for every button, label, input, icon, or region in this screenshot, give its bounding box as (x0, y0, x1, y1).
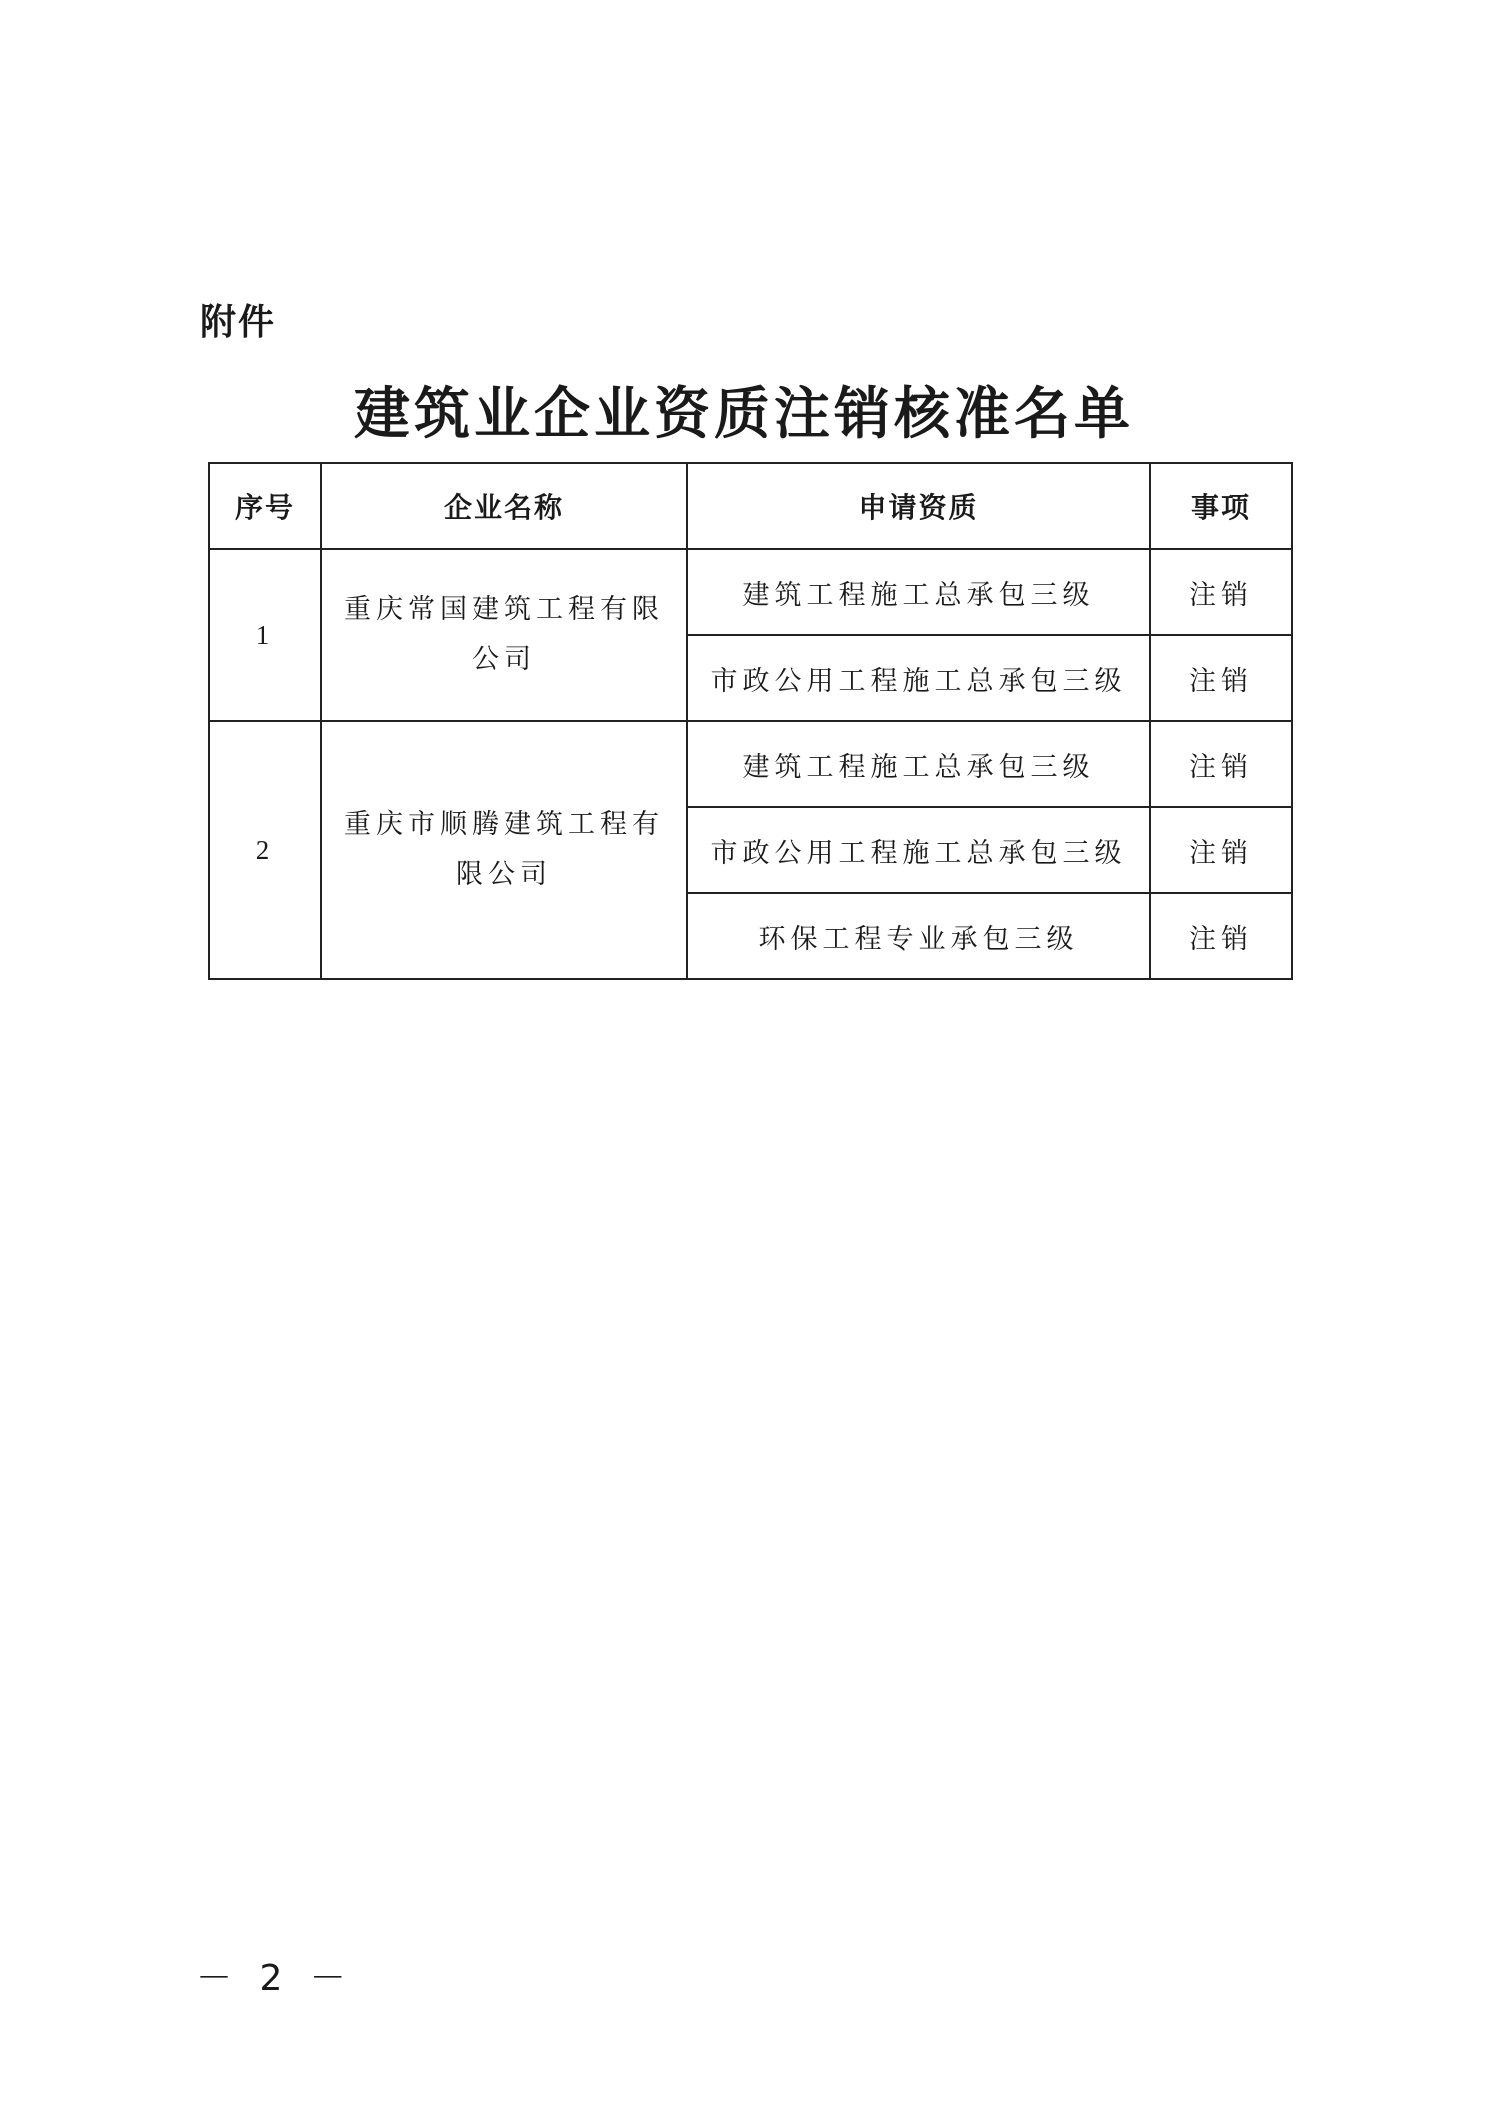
matter-cell: 注销 (1150, 721, 1292, 807)
document-title: 建筑业企业资质注销核准名单 (354, 381, 1134, 447)
qualification-cell: 建筑工程施工总承包三级 (687, 721, 1150, 807)
header-company: 企业名称 (321, 463, 687, 549)
header-qualification: 申请资质 (687, 463, 1150, 549)
matter-cell: 注销 (1150, 549, 1292, 635)
attachment-label: 附件 (200, 302, 277, 343)
page-number: － 2 － (196, 1958, 354, 1999)
seq-cell: 1 (209, 549, 321, 721)
qualification-cell: 市政公用工程施工总承包三级 (687, 635, 1150, 721)
qualification-cell: 环保工程专业承包三级 (687, 893, 1150, 979)
matter-cell: 注销 (1150, 893, 1292, 979)
qualification-cell: 市政公用工程施工总承包三级 (687, 807, 1150, 893)
qualification-cell: 建筑工程施工总承包三级 (687, 549, 1150, 635)
company-name-cell: 重庆市顺腾建筑工程有限公司 (321, 721, 687, 979)
matter-cell: 注销 (1150, 807, 1292, 893)
qualification-cancellation-table (208, 462, 1293, 980)
table-row (209, 721, 1292, 807)
header-matter: 事项 (1150, 463, 1292, 549)
company-name-cell: 重庆常国建筑工程有限公司 (321, 549, 687, 721)
seq-cell: 2 (209, 721, 321, 979)
table-row (209, 549, 1292, 635)
matter-cell: 注销 (1150, 635, 1292, 721)
header-seq: 序号 (209, 463, 321, 549)
table-header-row (209, 463, 1292, 549)
